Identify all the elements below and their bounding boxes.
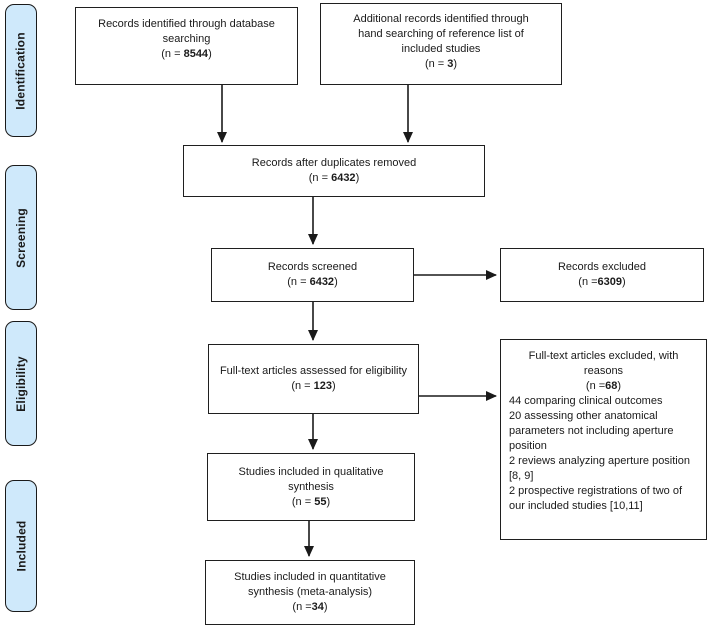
stage-identification	[5, 4, 37, 137]
box-label: Records after duplicates removed	[251, 157, 417, 169]
stage-screening-label: Screening	[14, 207, 29, 268]
exclusion-reasons-list	[509, 394, 698, 514]
n-count: (n = 123)	[291, 380, 336, 392]
stage-screening	[5, 165, 37, 310]
box-label: Full-text articles assessed for eligibility	[219, 365, 408, 377]
n-count: (n = 55)	[291, 495, 331, 508]
n-count: (n = 6432)	[287, 276, 338, 288]
stage-eligibility	[5, 321, 37, 446]
stage-identification-label: Identification	[14, 31, 28, 110]
box-records-after-duplicates-removed	[183, 145, 485, 197]
stage-included	[5, 480, 37, 612]
box-additional-records-hand-search	[320, 3, 562, 85]
exclusion-reason: 2 reviews analyzing aperture position [8, 9]	[509, 455, 690, 482]
box-fulltext-assessed	[208, 344, 419, 414]
box-records-screened	[211, 248, 414, 302]
stage-included-label: Included	[14, 520, 28, 572]
n-count: (n = 3)	[424, 58, 458, 70]
box-label: Records identified through database searching	[98, 18, 275, 45]
box-quantitative-synthesis	[205, 560, 415, 625]
exclusion-reason: 20 assessing other anatomical parameters not including aperture position	[509, 410, 674, 452]
n-count: (n =6309)	[578, 276, 626, 288]
box-label: Studies included in quantitative synthesis (meta-analysis)	[234, 571, 386, 598]
box-records-excluded	[500, 248, 704, 302]
box-label: Additional records identified through hand searching of reference list of included studies	[353, 13, 529, 55]
box-records-identified-database	[75, 7, 298, 85]
box-label: Studies included in qualitative synthesis	[238, 465, 384, 493]
box-fulltext-excluded-with-reasons	[500, 339, 707, 540]
box-label: Records excluded	[557, 261, 647, 273]
box-qualitative-synthesis	[207, 453, 415, 521]
n-count: (n = 8544)	[161, 48, 212, 60]
n-count: (n =34)	[292, 601, 328, 613]
n-count: (n = 6432)	[308, 172, 360, 184]
exclusion-reason: 44 comparing clinical outcomes	[509, 395, 663, 407]
box-label: Records screened	[267, 261, 358, 273]
box-label: Full-text articles excluded, with reasons	[528, 350, 679, 377]
exclusion-reason: 2 prospective registrations of two of our included studies [10,11]	[509, 485, 683, 512]
stage-eligibility-label: Eligibility	[14, 355, 29, 412]
n-count: (n =68)	[585, 380, 622, 392]
